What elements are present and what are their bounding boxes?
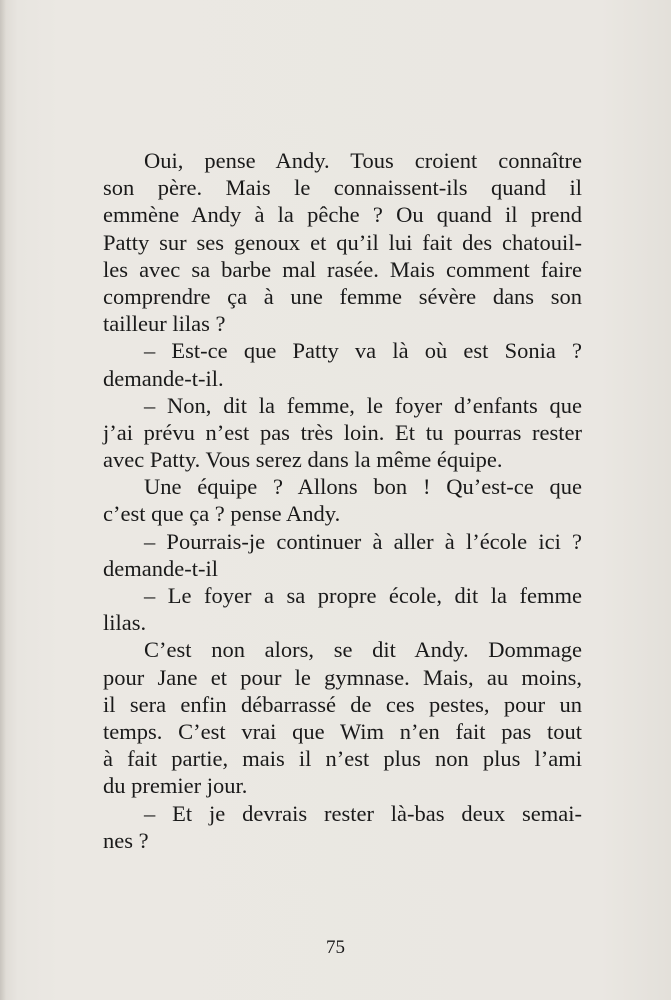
text-line: – Le foyer a sa propre école, dit la femme bbox=[144, 583, 582, 608]
text-line: du premier jour. bbox=[103, 773, 248, 799]
text-line: nes ? bbox=[103, 827, 149, 853]
text-line: Oui, pense Andy. Tous croient connaître bbox=[144, 148, 582, 173]
body-text bbox=[103, 147, 582, 854]
text-line: c’est que ça ? pense Andy. bbox=[103, 501, 341, 527]
text-line: pour Jane et pour le gymnase. Mais, au moins, bbox=[103, 664, 582, 690]
text-line: – Non, dit la femme, le foyer d’enfants que bbox=[144, 392, 582, 418]
text-line: à fait partie, mais il n’est plus non plus l’ami bbox=[103, 746, 582, 772]
text-line: avec Patty. Vous serez dans la même équipe. bbox=[103, 447, 503, 473]
text-line: lilas. bbox=[103, 610, 147, 636]
text-line: tailleur lilas ? bbox=[103, 311, 226, 337]
text-line: les avec sa barbe mal rasée. Mais comment faire bbox=[103, 256, 582, 282]
text-line: – Et je devrais rester là-bas deux semai- bbox=[144, 800, 582, 826]
text-line: – Est-ce que Patty va là où est Sonia ? bbox=[144, 338, 582, 364]
text-line: Patty sur ses genoux et qu’il lui fait des chatouil- bbox=[103, 229, 582, 255]
text-line: C’est non alors, se dit Andy. Dommage bbox=[144, 637, 582, 663]
text-line: j’ai prévu n’est pas très loin. Et tu pourras rester bbox=[103, 419, 582, 445]
spine-shadow bbox=[0, 0, 6, 1000]
page-number: 75 bbox=[326, 937, 345, 958]
text-line: Une équipe ? Allons bon ! Qu’est-ce que bbox=[144, 474, 582, 500]
text-line: son père. Mais le connaissent-ils quand il bbox=[103, 175, 582, 201]
text-line: il sera enfin débarrassé de ces pestes, pour un bbox=[103, 691, 582, 717]
text-line: – Pourrais-je continuer à aller à l’école ici ? bbox=[144, 528, 582, 554]
text-line: comprendre ça à une femme sévère dans son bbox=[103, 283, 582, 309]
text-line: demande-t-il bbox=[103, 555, 218, 581]
text-line: demande-t-il. bbox=[103, 365, 224, 391]
text-line: temps. C’est vrai que Wim n’en fait pas tout bbox=[103, 718, 582, 744]
text-line: emmène Andy à la pêche ? Ou quand il prend bbox=[103, 202, 582, 228]
